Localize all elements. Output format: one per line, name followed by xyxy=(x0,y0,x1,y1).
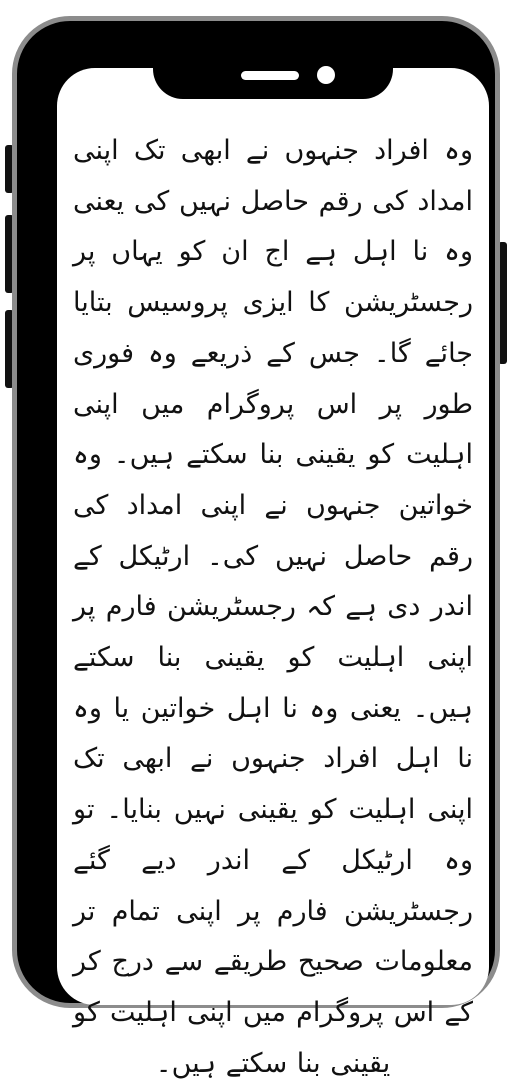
phone-notch xyxy=(153,41,393,99)
article-body-text: وہ افراد جنہوں نے ابھی تک اپنی امداد کی رقم حاصل نہیں کی یعنی وہ نا اہل ہے اج ان کو یہاں پر رجسٹریشن کا ایزی پروسیس بتایا جائے گا۔ جس کے ذریعے وہ فوری طور پر اس پروگرام میں اپنی اہلیت کو یقینی بنا سکتے ہیں۔ وہ خواتین جنہوں نے اپنی امداد کی رقم حاصل نہیں کی۔ ارٹیکل کے اندر دی ہے کہ رجسٹریشن فارم پر اپنی اہلیت کو یقینی بنا سکتے ہیں۔ یعنی وہ نا اہل خواتین یا وہ نا اہل افراد جنہوں نے ابھی تک اپنی اہلیت کو یقینی نہیں بنایا۔ تو وہ ارٹیکل کے اندر دیے گئے رجسٹریشن فارم پر اپنی تمام تر معلومات صحیح طریقے سے درج کر کے اس پروگرام میں اپنی اہلیت کو یقینی بنا سکتے ہیں۔ xyxy=(73,135,473,1079)
phone-frame xyxy=(12,16,500,1079)
phone-screen xyxy=(57,68,489,1079)
speaker-grille xyxy=(241,71,299,80)
front-camera-icon xyxy=(317,66,335,84)
